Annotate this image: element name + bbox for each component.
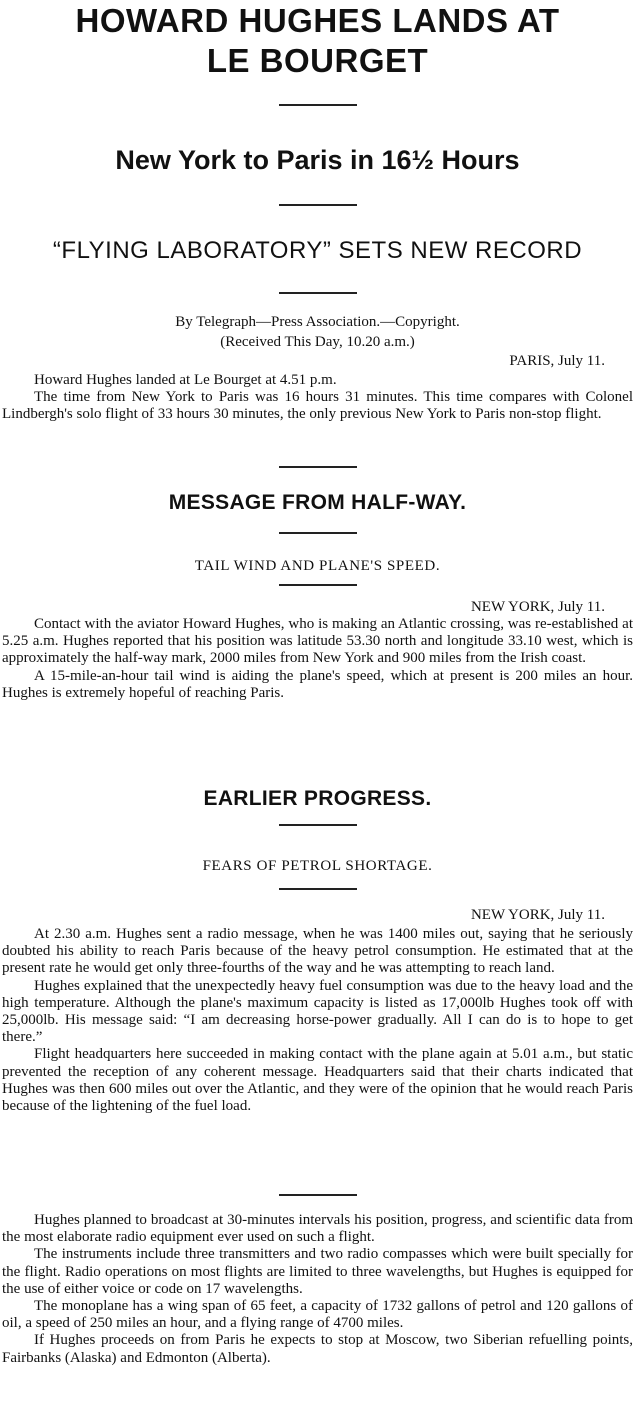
paragraph: A 15-mile-an-hour tail wind is aiding the plane's speed, which at present is 200 miles an hour. Hughes is extremely hopeful of reaching Paris. [2,667,633,701]
paragraph: Hughes planned to broadcast at 30-minutes intervals his position, progress, and scientific data from the most elaborate radio equipment ever used on such a flight. [2,1212,633,1246]
section-1-subhead [0,556,635,576]
rule-7-wrap [0,824,635,826]
intro-paragraph: The time from New York to Paris was 16 hours 31 minutes. This time compares with Colonel Lindbergh's solo flight of 33 hours 30 minutes, the only previous New York to Paris non-stop flight. [2,389,633,423]
section-1-subtitle: TAIL WIND AND PLANE'S SPEED. [194,558,441,574]
paragraph: If Hughes proceeds on from Paris he expects to stop at Moscow, two Siberian refuelling points, Fairbanks (Alaska) and Edmonton (Alberta). [2,1332,633,1366]
paragraph: The monoplane has a wing span of 65 feet, a capacity of 1732 gallons of petrol and 120 gallons of oil, a speed of 250 miles an hour, and a flying range of 4700 miles. [2,1298,633,1332]
dateline-paris: PARIS, July 11. [509,353,605,369]
section-1-title: MESSAGE FROM HALF-WAY. [168,491,467,514]
intro-paragraph: Howard Hughes landed at Le Bourget at 4.51 p.m. [34,372,337,388]
section-1-head [0,490,635,516]
paragraph: Contact with the aviator Howard Hughes, who is making an Atlantic crossing, was re-established at 5.25 a.m. Hughes reported that his position was latitude 53.30 north and longitude 33.10 west, which is approximately the half-way mark, 2000 miles from New York and 900 miles from the Irish coast. [2,616,633,667]
paragraph: Flight headquarters here succeeded in making contact with the plane again at 5.01 a.m., but static prevented the reception of any coherent message. Headquarters said that their charts indicated that Hughes was then 600 miles out over the Atlantic, and they were of the opinion that he would reach Paris because of the lightening of the fuel load. [2,1046,633,1115]
section-1-dateline-wrap [0,598,635,616]
rule-8-wrap [0,888,635,890]
divider-rule [279,888,357,890]
subhead: New York to Paris in 16½ Hours [115,145,520,175]
rule-9-wrap [0,1194,635,1196]
paragraph: The instruments include three transmitters and two radio compasses which were built specially for the flight. Radio operations on most flights are limited to three wavelengths, but Hughes is equipped for the use of either voice or code on 17 wavelengths. [2,1246,633,1297]
section-2-subtitle: FEARS OF PETROL SHORTAGE. [202,858,433,874]
divider-rule [279,532,357,534]
section-3-body [0,1212,635,1367]
dateline-new-york: NEW YORK, July 11. [470,907,605,923]
rule-2-wrap [0,204,635,206]
dateline-new-york: NEW YORK, July 11. [470,599,605,615]
rule-4-wrap [0,466,635,468]
divider-rule [279,466,357,468]
divider-rule [279,824,357,826]
divider-rule [279,104,357,106]
headline-line-1: HOWARD HUGHES LANDS AT [75,2,560,39]
deck-wrap [0,236,635,266]
section-2-subhead [0,856,635,876]
byline-received: (Received This Day, 10.20 a.m.) [220,334,415,350]
section-2-head [0,786,635,812]
deck: “FLYING LABORATORY” SETS NEW RECORD [52,237,583,264]
byline [0,312,635,370]
section-1-body [0,616,635,702]
divider-rule [279,292,357,294]
subhead-wrap [0,144,635,176]
rule-1-wrap [0,104,635,106]
section-2-title: EARLIER PROGRESS. [203,787,432,810]
intro-body [0,372,635,424]
byline-source: By Telegraph—Press Association.—Copyright. [175,314,460,330]
paragraph: Hughes explained that the unexpectedly heavy fuel consumption was due to the heavy load and the high temperature. Although the plane's maximum capacity is listed as 17,000lb Hughes took off with 25,000lb. His message said: “I am decreasing horse-power gradually. All I can do is to hope to get there.” [2,977,633,1046]
divider-rule [279,1194,357,1196]
section-2-body [0,926,635,1115]
paragraph: At 2.30 a.m. Hughes sent a radio message, when he was 1400 miles out, saying that he seriously doubted his ability to reach Paris because of the heavy petrol consumption. He estimated that at the present rate he would get only three-fourths of the way and he was attempting to reach land. [2,926,633,977]
headline-line-2: LE BOURGET [206,42,429,79]
rule-6-wrap [0,584,635,586]
masthead [0,0,635,80]
divider-rule [279,584,357,586]
section-2-dateline-wrap [0,906,635,924]
divider-rule [279,204,357,206]
rule-3-wrap [0,292,635,294]
rule-5-wrap [0,532,635,534]
